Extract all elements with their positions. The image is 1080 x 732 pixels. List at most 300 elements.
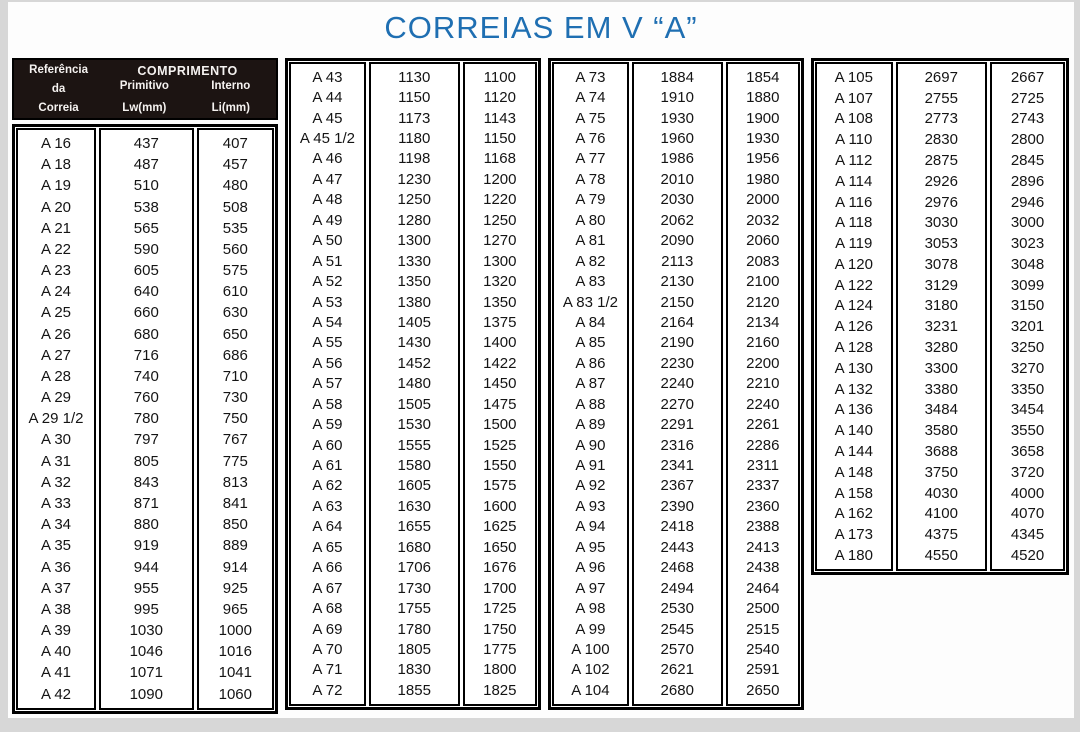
table-cell: A 98 (575, 600, 606, 618)
table-cell: 3484 (924, 401, 958, 419)
header-interno-line1: Interno (211, 80, 251, 92)
table-cell: 3720 (1010, 463, 1045, 481)
table-cell: 1775 (483, 640, 517, 658)
table-cell: A 77 (575, 150, 606, 168)
table-cell: 2845 (1010, 152, 1045, 170)
table-cell: 480 (222, 177, 248, 195)
table-cell: A 78 (575, 170, 606, 188)
table-cell: 2130 (660, 273, 694, 291)
table-cell: 2062 (660, 211, 694, 229)
table-cell: 2468 (660, 559, 694, 577)
table-cell: A 64 (312, 518, 343, 536)
belt-table-group-3 (548, 58, 804, 710)
table-cell: 2367 (660, 477, 694, 495)
table-cell: 2494 (660, 579, 694, 597)
table-cell: 2875 (924, 152, 958, 170)
table-cell: 2286 (746, 436, 780, 454)
table-cell: 1575 (483, 477, 517, 495)
table-cell: 2030 (660, 191, 694, 209)
table-cell: 841 (222, 495, 248, 512)
table-cell: 508 (222, 198, 248, 216)
table-cell: 3048 (1010, 255, 1045, 273)
table-cell: 1725 (483, 600, 517, 618)
table-cell: 2530 (660, 600, 694, 618)
header-primitivo-label (101, 78, 187, 114)
table-cell: A 28 (40, 367, 71, 385)
table-cell: A 118 (835, 214, 873, 232)
table-cell: A 148 (834, 463, 873, 481)
table-cell: 3150 (1010, 297, 1045, 315)
table-cell: 1270 (483, 232, 517, 250)
table-cell: 3053 (924, 235, 958, 253)
table-cell: 1250 (483, 211, 517, 229)
table-cell: 1150 (483, 130, 516, 148)
table-cell: 4375 (924, 526, 958, 544)
table-cell: A 140 (834, 422, 873, 440)
table-cell: A 67 (312, 579, 343, 597)
table-cell: 2500 (746, 600, 780, 618)
table-cell: A 71 (312, 661, 343, 679)
table-cell: 2090 (660, 232, 694, 250)
table-cell: 1030 (129, 622, 163, 640)
table-cell: A 41 (40, 664, 71, 682)
table-cell: 3550 (1010, 422, 1045, 440)
table-cell: 2261 (746, 416, 780, 434)
table-cell: A 52 (312, 273, 343, 291)
table-cell: 1555 (397, 436, 431, 454)
table-cell: 1041 (218, 664, 252, 682)
table-cell: 1220 (483, 191, 517, 209)
table-cell: 3030 (924, 214, 958, 232)
table-cell: A 16 (40, 135, 71, 153)
table-cell: 610 (222, 283, 248, 301)
belt-table (8, 58, 1074, 714)
table-cell: 437 (133, 135, 159, 153)
table-cell: A 162 (834, 505, 873, 523)
header-interno-line2: Li(mm) (211, 102, 250, 114)
table-cell: A 88 (575, 395, 606, 413)
table-cell: A 48 (312, 191, 343, 209)
table-cell: 4030 (924, 484, 958, 502)
table-cell: A 42 (40, 685, 71, 703)
table-cell: 1780 (397, 620, 431, 638)
table-cell: A 38 (40, 600, 71, 618)
table-cell: A 50 (312, 232, 343, 250)
table-cell: 1330 (397, 252, 431, 270)
table-cell: A 22 (40, 240, 71, 258)
table-cell: 1230 (397, 170, 431, 188)
table-cell: 630 (222, 304, 248, 322)
table-cell: A 69 (312, 620, 343, 638)
table-cell: 750 (222, 410, 248, 428)
table-cell: 1900 (746, 109, 780, 127)
table-cell: A 19 (40, 177, 71, 195)
table-cell: 2200 (746, 354, 780, 372)
table-cell: 2390 (660, 497, 694, 515)
table-cell: A 81 (575, 232, 606, 250)
table-cell: A 124 (834, 297, 873, 315)
table-cell: 2388 (746, 518, 780, 536)
table-cell: 1910 (660, 89, 694, 107)
table-cell: 4070 (1010, 505, 1045, 523)
header-comprimento-label: COMPRIMENTO (137, 64, 238, 78)
table-cell: 1986 (660, 150, 694, 168)
table-cell: A 66 (312, 559, 343, 577)
belt-lw-column (369, 62, 460, 706)
table-cell: 1630 (397, 497, 431, 515)
belt-table-group-1 (12, 58, 278, 714)
table-cell: 560 (222, 240, 248, 258)
table-cell: 1580 (397, 457, 431, 475)
table-cell: A 158 (834, 484, 873, 502)
table-cell: 2337 (746, 477, 780, 495)
table-cell: 2160 (746, 334, 780, 352)
table-cell: A 83 1/2 (562, 293, 618, 311)
belt-ref-column (815, 62, 893, 571)
table-cell: 2667 (1010, 68, 1045, 86)
page-title: CORREIAS EM V “A” (384, 10, 698, 45)
table-cell: 2291 (660, 416, 694, 434)
table-cell: 2680 (660, 681, 694, 699)
table-cell: 2976 (924, 193, 958, 211)
table-cell: 843 (133, 473, 159, 491)
table-cell: 850 (222, 516, 248, 534)
table-cell: 716 (133, 346, 159, 364)
table-cell: 4000 (1010, 484, 1045, 502)
table-cell: 590 (133, 240, 159, 258)
table-cell: 710 (222, 367, 248, 385)
belt-lw-column (896, 62, 988, 571)
table-cell: 1150 (398, 89, 431, 107)
table-cell: 2010 (660, 170, 694, 188)
table-cell: 1475 (483, 395, 517, 413)
table-cell: A 96 (575, 559, 606, 577)
table-cell: 1198 (398, 150, 431, 168)
table-cell: 565 (133, 219, 159, 237)
table-cell: 2000 (746, 191, 780, 209)
table-cell: A 99 (575, 620, 606, 638)
table-cell: A 128 (834, 339, 873, 357)
table-cell: 1625 (483, 518, 517, 536)
table-cell: 2830 (924, 131, 958, 149)
table-cell: 1173 (398, 109, 431, 127)
table-cell: A 56 (312, 354, 343, 372)
table-cell: A 108 (834, 110, 873, 128)
table-cell: A 87 (575, 375, 606, 393)
table-cell: 510 (133, 177, 159, 195)
belt-table-group-2 (285, 58, 541, 710)
table-cell: 2083 (746, 252, 780, 270)
table-cell: A 100 (571, 640, 610, 658)
table-cell: A 82 (575, 252, 606, 270)
table-cell: 1730 (397, 579, 431, 597)
table-cell: 3454 (1010, 401, 1045, 419)
table-cell: 650 (222, 325, 248, 343)
table-cell: 1430 (397, 334, 431, 352)
table-cell: A 29 (40, 389, 71, 407)
table-cell: A 45 1/2 (299, 130, 355, 148)
table-cell: 1400 (483, 334, 517, 352)
table-cell: 1320 (483, 273, 517, 291)
belt-li-column (726, 62, 800, 706)
table-cell: 535 (222, 219, 248, 237)
table-cell: A 33 (40, 495, 71, 512)
table-cell: 3380 (924, 380, 958, 398)
table-cell: 2341 (660, 457, 694, 475)
table-cell: 1680 (397, 538, 431, 556)
table-cell: 2240 (746, 395, 780, 413)
table-cell: 2418 (660, 518, 694, 536)
table-cell: 797 (133, 431, 159, 449)
table-cell: A 70 (312, 640, 343, 658)
table-cell: 1280 (397, 211, 431, 229)
table-cell: 3250 (1010, 339, 1045, 357)
table-cell: 2570 (660, 640, 694, 658)
table-cell: 914 (222, 558, 248, 576)
table-cell: 1380 (397, 293, 431, 311)
table-cell: A 46 (312, 150, 343, 168)
table-cell: 2515 (746, 620, 780, 638)
table-cell: 1750 (483, 620, 517, 638)
table-cell: A 95 (575, 538, 606, 556)
table-cell: A 23 (40, 262, 71, 280)
table-cell: A 120 (834, 255, 873, 273)
table-cell: 1525 (483, 436, 517, 454)
table-cell: A 24 (40, 283, 71, 301)
table-cell: 1480 (397, 375, 431, 393)
table-cell: 1676 (483, 559, 517, 577)
table-cell: A 45 (312, 109, 343, 127)
table-cell: 1755 (397, 600, 431, 618)
table-cell: 1930 (660, 109, 694, 127)
table-cell: 871 (133, 495, 159, 512)
table-cell: 2240 (660, 375, 694, 393)
belt-data-box-1 (12, 124, 278, 714)
table-cell: A 89 (575, 416, 606, 434)
table-cell: 1071 (129, 664, 163, 682)
table-cell: A 122 (834, 276, 873, 294)
table-cell: A 105 (834, 68, 873, 86)
table-cell: A 25 (40, 304, 71, 322)
table-cell: 965 (222, 600, 248, 618)
table-cell: 2725 (1010, 89, 1045, 107)
table-cell: 780 (133, 410, 159, 428)
table-cell: A 68 (312, 600, 343, 618)
table-cell: A 83 (575, 273, 606, 291)
table-cell: A 112 (835, 152, 873, 170)
table-cell: A 20 (40, 198, 71, 216)
table-cell: A 57 (312, 375, 343, 393)
table-cell: A 35 (40, 537, 71, 555)
table-header (12, 58, 278, 120)
table-cell: 1422 (483, 354, 517, 372)
table-cell: 1605 (397, 477, 431, 495)
table-cell: A 126 (834, 318, 873, 336)
table-cell: 3000 (1010, 214, 1045, 232)
table-cell: 813 (222, 473, 248, 491)
header-reference-line1: Referência (29, 64, 88, 76)
belt-data-box-4 (811, 58, 1069, 575)
table-cell: A 144 (834, 442, 873, 460)
table-cell: 3300 (924, 359, 958, 377)
table-cell: A 21 (40, 219, 71, 237)
table-cell: 1550 (483, 457, 517, 475)
table-cell: A 91 (575, 457, 606, 475)
table-cell: 1143 (483, 109, 516, 127)
table-cell: 2464 (746, 579, 780, 597)
table-cell: 1600 (483, 497, 517, 515)
table-cell: 1300 (397, 232, 431, 250)
table-cell: A 18 (40, 156, 71, 174)
table-cell: A 73 (575, 68, 606, 86)
table-cell: A 62 (312, 477, 343, 495)
table-cell: A 85 (575, 334, 606, 352)
belt-table-group-4 (811, 58, 1069, 575)
table-cell: A 40 (40, 643, 71, 661)
table-cell: A 79 (575, 191, 606, 209)
table-cell: 1200 (483, 170, 517, 188)
table-cell: 2443 (660, 538, 694, 556)
table-cell: 3231 (924, 318, 958, 336)
table-cell: 3129 (924, 276, 958, 294)
table-cell: A 136 (834, 401, 873, 419)
table-cell: A 114 (835, 172, 873, 190)
table-cell: 3350 (1010, 380, 1045, 398)
table-cell: 1405 (397, 313, 431, 331)
table-cell: A 90 (575, 436, 606, 454)
table-cell: 575 (222, 262, 248, 280)
table-cell: 1655 (397, 518, 431, 536)
table-cell: A 26 (40, 325, 71, 343)
table-cell: 2311 (746, 457, 779, 475)
table-cell: 889 (222, 537, 248, 555)
table-cell: 2743 (1010, 110, 1045, 128)
table-cell: 3750 (924, 463, 958, 481)
table-cell: 919 (133, 537, 159, 555)
table-cell: A 94 (575, 518, 606, 536)
table-cell: 2896 (1010, 172, 1045, 190)
table-cell: 1168 (483, 150, 516, 168)
table-cell: 1046 (129, 643, 163, 661)
table-cell: 538 (133, 198, 159, 216)
table-cell: 775 (222, 452, 248, 470)
belt-ref-column (289, 62, 366, 706)
table-cell: 1980 (746, 170, 780, 188)
table-cell: A 97 (575, 579, 606, 597)
table-cell: A 92 (575, 477, 606, 495)
table-cell: 730 (222, 389, 248, 407)
table-cell: 1250 (397, 191, 431, 209)
table-cell: 1700 (483, 579, 517, 597)
table-cell: 1830 (397, 661, 431, 679)
table-cell: 2210 (746, 375, 780, 393)
table-cell: A 32 (40, 473, 71, 491)
header-reference-label (16, 64, 101, 114)
table-cell: A 43 (312, 68, 343, 86)
table-cell: 1130 (398, 68, 431, 86)
table-cell: 3023 (1010, 235, 1045, 253)
table-cell: 1350 (397, 273, 431, 291)
table-cell: 2032 (746, 211, 780, 229)
table-cell: 2926 (924, 172, 958, 190)
belt-li-column (463, 62, 537, 706)
table-cell: 487 (133, 156, 159, 174)
table-cell: 2800 (1010, 131, 1045, 149)
table-cell: 1452 (397, 354, 431, 372)
table-cell: A 29 1/2 (28, 410, 84, 428)
header-reference-line3: Correia (38, 102, 79, 114)
table-cell: 2946 (1010, 193, 1045, 211)
table-cell: 1500 (483, 416, 517, 434)
table-cell: 3201 (1010, 318, 1045, 336)
table-cell: A 84 (575, 313, 606, 331)
table-cell: 1650 (483, 538, 517, 556)
table-cell: 2316 (660, 436, 694, 454)
belt-ref-column (552, 62, 629, 706)
table-cell: 3180 (924, 297, 958, 315)
table-cell: 1800 (483, 661, 517, 679)
table-cell: 1960 (660, 130, 694, 148)
table-cell: A 59 (312, 416, 343, 434)
table-cell: A 86 (575, 354, 606, 372)
table-cell: A 54 (312, 313, 343, 331)
table-cell: 4345 (1010, 526, 1045, 544)
table-cell: 1530 (397, 416, 431, 434)
table-cell: 457 (222, 156, 248, 174)
table-cell: 605 (133, 262, 159, 280)
table-cell: 1930 (746, 130, 780, 148)
table-cell: A 107 (834, 89, 873, 107)
table-cell: 1375 (483, 313, 517, 331)
table-cell: 760 (133, 389, 159, 407)
table-cell: 1180 (398, 130, 431, 148)
table-cell: A 27 (40, 346, 71, 364)
belt-data-box-3 (548, 58, 804, 710)
table-cell: 2164 (660, 313, 694, 331)
header-subcolumns (101, 78, 274, 114)
table-cell: 2591 (746, 661, 780, 679)
table-cell: 680 (133, 325, 159, 343)
table-cell: 1825 (483, 681, 517, 699)
table-cell: 686 (222, 346, 248, 364)
table-cell: 3688 (924, 442, 958, 460)
belt-lw-column (632, 62, 723, 706)
table-cell: A 76 (575, 130, 606, 148)
table-cell: 1884 (660, 68, 694, 86)
table-cell: 1120 (483, 89, 516, 107)
table-cell: A 55 (312, 334, 343, 352)
table-cell: 3078 (924, 255, 958, 273)
table-cell: A 110 (835, 131, 873, 149)
table-cell: 4550 (924, 546, 958, 564)
table-cell: A 180 (834, 546, 873, 564)
table-cell: 767 (222, 431, 248, 449)
table-cell: 995 (133, 600, 159, 618)
table-cell: 2113 (661, 252, 694, 270)
table-cell: A 102 (571, 661, 610, 679)
table-cell: A 58 (312, 395, 343, 413)
header-interno-label (188, 78, 274, 114)
table-cell: 1855 (397, 681, 431, 699)
belt-data-box-2 (285, 58, 541, 710)
table-cell: A 37 (40, 579, 71, 597)
table-cell: 1805 (397, 640, 431, 658)
table-cell: A 49 (312, 211, 343, 229)
table-cell: 660 (133, 304, 159, 322)
table-cell: A 63 (312, 497, 343, 515)
table-cell: 944 (133, 558, 159, 576)
table-cell: A 44 (312, 89, 343, 107)
